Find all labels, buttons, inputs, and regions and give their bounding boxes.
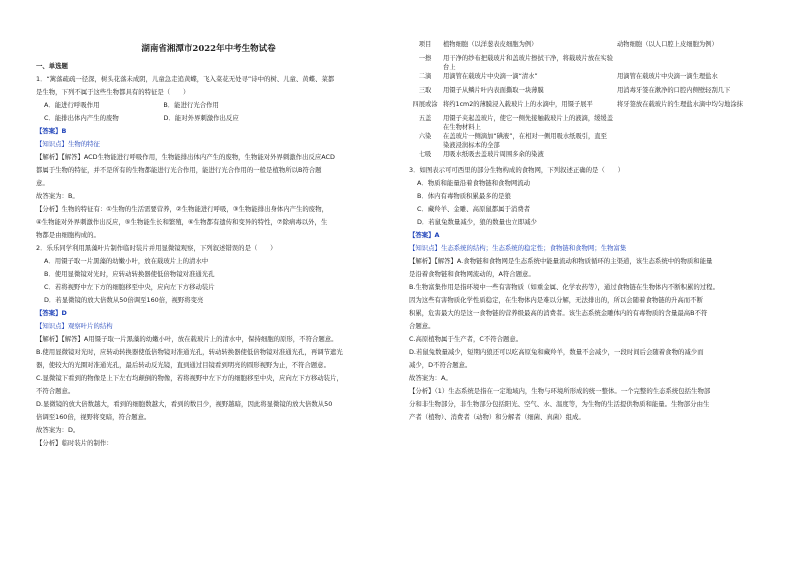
step-label: 六染 [418,133,432,140]
text-line: 产者（植物）、消费者（动物）和分解者（细菌、真菌）组成。 [409,413,585,421]
text-line: C.高原植物属于生产者，C不符合题意。 [409,335,523,343]
text-line: 【知识点】生物的特征 [36,140,100,148]
text-line: 【答案】B [36,127,67,135]
text-line: B．使用显微镜对光时，应转动转换器使低倍物镜对准通光孔 [44,270,215,278]
text-line: 故答案为：A。 [409,374,452,382]
left-page-body [36,60,381,450]
text-line: 【答案】D [36,309,67,317]
animal-cell-cell [615,132,764,150]
plant-cell-cell: 用镊子从鳞片叶内表面撕取一块薄膜 [443,87,544,94]
text-line: 都属于生物的特征，并不是所有的生物都能进行光合作用，能进行光合作用的一般是植物所以B符合题 [36,166,322,174]
text-line: B.使用显微镜对光时，应转动转换器使低倍物镜对准通光孔，转动转换器使低倍物镜对准通光孔，再调节遮光 [36,348,343,356]
step-label: 三取 [418,87,432,94]
table-row [409,86,764,100]
text-line: 1．“篱落疏疏一径深，树头花落未成阴，儿童急走追黄蝶，飞入菜花无处寻”诗中的树、儿童、黄蝶、菜都 [36,75,335,83]
text-line: 合题意。 [409,322,435,330]
table-row [409,114,764,132]
text-line: A．用镊子取一片黑藻的幼嫩小叶，放在载玻片上的清水中 [44,257,209,265]
animal-cell-cell [615,54,764,72]
text-line: 【解析】【解答】A用镊子取一片黑藻的幼嫩小叶，放在载玻片上的清水中，保持细胞的原形，不符合题意。 [36,335,338,343]
text-line: 分和非生物部分，非生物部分包括阳光、空气、水、温度等，为生物的生活提供物质和能量。生物部分由生 [409,400,710,408]
right-page-body [409,164,764,424]
animal-cell-cell [615,114,764,132]
plant-cell-cell: 用吸水纸吸去盖玻片周围多余的染液 [443,151,544,158]
text-line: 【知识点】观察叶片的结构 [36,322,113,330]
text-line: 故答案为：D。 [36,426,80,434]
exam-title: 湖南省湘潭市2022年中考生物试卷 [141,44,276,54]
step-label: 七吸 [418,151,432,158]
plant-cell-cell: 将约1cm2的薄膜浸入载玻片上的水滴中，用镊子展平 [443,101,593,108]
step-label: 二滴 [418,73,432,80]
text-line: D．若显微镜的放大倍数从50倍调至160倍，视野将变亮 [44,296,204,304]
text-line: 【知识点】生态系统的结构；生态系统的稳定性；食物链和食物网；生物富集 [409,244,627,252]
text-line: D.若鼠兔数量减少，短期内狼还可以吃高原兔和藏羚羊，数量不会减少，一段时间后会随着食物的减少而 [409,348,704,356]
plant-cell-cell: 用镊子夹起盖玻片，使它一侧先接触载玻片上的液滴，缓缓盖在生物材料上 [443,115,614,131]
step-label: 五盖 [418,115,432,122]
text-line: ④生物能对外界刺激作出反应，⑤生物能生长和繁殖，⑥生物都有遗传和变异的特性，⑦除病毒以外，生 [36,218,328,226]
step-label: 一擦 [418,55,432,62]
text-line: 因为这些有害物质化学性质稳定，在生物体内是难以分解，无法排出的，所以会随着食物链的升高而不断 [409,296,703,304]
animal-cell-cell: 用消毒牙签在漱净的口腔内侧壁轻刮几下 [617,87,731,94]
table-row [409,150,764,164]
table-row [409,100,764,114]
text-line: 器，使较大的光圈对准通光孔，最后转动反光镜，直到通过目镜看到明亮的圆形视野为止，不符合题意。 [36,361,330,369]
plant-cell-cell: 用滴管在载玻片中央滴一滴“清水” [443,73,538,80]
text-line: A．能进行呼吸作用 B．能进行光合作用 [44,101,219,109]
text-line: 不符合题意。 [36,387,75,395]
text-line: C．能排出体内产生的废物 D．能对外界刺激作出反应 [44,114,239,122]
animal-cell-cell: 将牙签放在载玻片的生理盐水滴中均匀地涂抹 [617,101,743,108]
text-line: 物都是由细胞构成的。 [36,231,100,239]
text-line: 【分析】（1）生态系统是指在一定地域内，生物与环境所形成的统一整体。一个完整的生态系统包括生物部 [409,387,711,395]
text-line: 是生物，下列不属于这些生物都具有的特征是（ ） [36,88,190,96]
text-line: 倍调至160倍，视野将变暗，符合题意。 [36,413,151,421]
text-line: 是沿着食物链和食物网流动的，A符合题意。 [409,270,535,278]
text-line: C.显微镜下看到的物像是上下左右均颠倒的物像，若将视野中左下方的细胞移至中央，应向左下方移动装片， [36,374,343,382]
text-line: 【分析】生物的特征有：①生物的生活需要营养，②生物能进行呼吸，③生物能排出身体内产生的废物， [36,205,328,213]
text-line: 积累，危害最大的是这一食物链的营养级最高的消费者。该生态系统金雕体内的有毒物质的含量最高B不符 [409,309,708,317]
animal-cell-cell: 动物细胞（以人口腔上皮细胞为例） [617,41,718,48]
plant-cell-cell: 用干净的纱布把载玻片和盖玻片擦拭干净，将载玻片放在实验台上 [443,55,614,71]
text-line: D.显微镜的放大倍数越大，看到的细胞数越大，看到的数目少，视野越暗，因此将显微镜的放大倍数从50 [36,400,333,408]
animal-cell-cell [615,150,764,164]
text-line: B.生物富集作用是指环境中一些有害物质（如重金属、化学农药等），通过食物链在生物体内不断积累的过程。 [409,283,719,291]
plant-cell-cell: 在盖玻片一侧滴加“碘液”，在相对一侧用吸水纸吸引，直至染液浸润标本的全部 [443,133,607,149]
text-line: 【答案】A [409,231,440,239]
text-line: D．若鼠兔数量减少，狼的数量也立即减少 [417,218,537,226]
text-line: A．物质和能量沿着食物链和食物网流动 [417,179,531,187]
plant-cell-cell: 植物细胞（以洋葱表皮细胞为例） [443,41,538,48]
text-line: C．若将视野中左下方的细胞移至中央，应向左下方移动装片 [44,283,215,291]
text-line: 2．乐乐同学利用黑藻叶片制作临时装片并用显微镜观察，下列叙述错误的是（ ） [36,244,277,252]
table-row [409,132,764,150]
step-label: 四展或涂 [412,101,438,108]
step-label: 项目 [418,41,432,48]
slide-preparation-table [409,40,764,164]
text-line: B．体内有毒物质积累最多的是狼 [417,192,511,200]
text-line: 一、单选题 [36,62,68,70]
table-row [409,40,764,54]
text-line: 3．如图表示可可西里的部分生物构成的食物网，下列叙述正确的是（ ） [409,166,624,174]
right-page [397,0,794,562]
animal-cell-cell: 用滴管在载玻片中央滴一滴生理盐水 [617,73,718,80]
text-line: 【分析】临时装片的制作： [36,439,113,447]
text-line: 【解析】【解答】ACD生物能进行呼吸作用，生物能排出体内产生的废物，生物能对外界刺激作出反应ACD [36,153,335,161]
text-line: C．藏羚羊、金雕、高原鼠都属于消费者 [417,205,531,213]
table-row [409,54,764,72]
text-line: 意。 [36,179,49,187]
text-line: 【解析】【解答】A.食物链和食物网是生态系统中能量流动和物质循环的主渠道，该生态系统中的物质和能量 [409,257,713,265]
text-line: 减少，D不符合题意。 [409,361,472,369]
table-row [409,72,764,86]
text-line: 故答案为：B。 [36,192,79,200]
